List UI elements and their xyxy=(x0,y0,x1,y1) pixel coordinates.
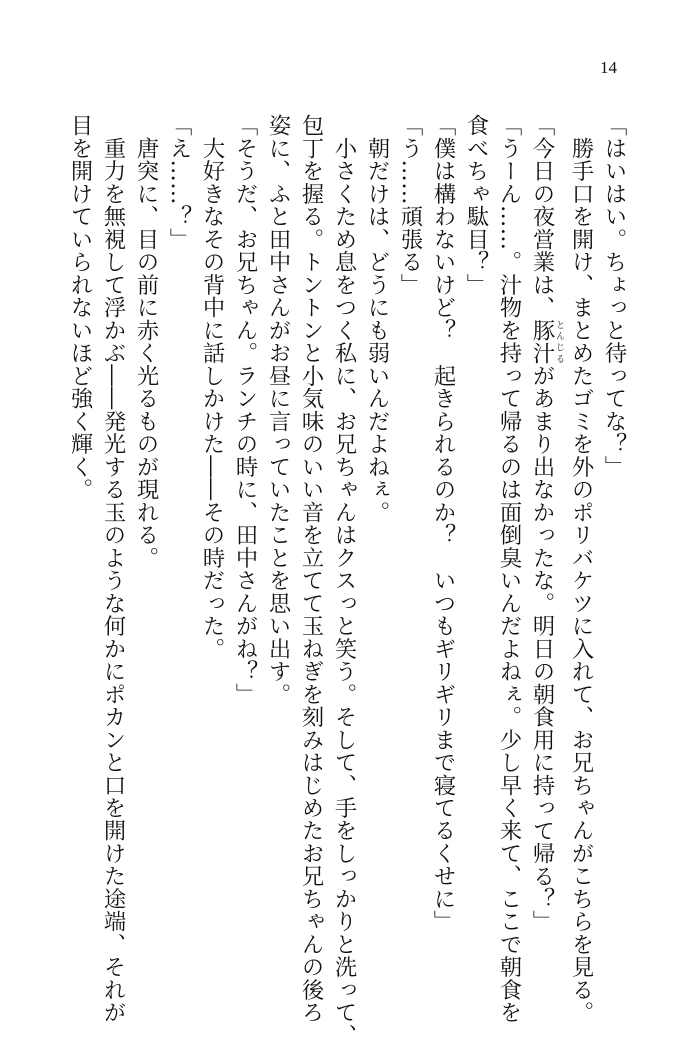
text-line: 「え……？」 xyxy=(166,114,192,251)
text-line: 「う……頑張る」 xyxy=(397,114,423,296)
ruby-base: 豚汁 xyxy=(529,318,555,365)
text-line: 包丁を握る。トントンと小気味のいい音を立てて玉ねぎを刻みはじめたお兄ちゃんの後ろ xyxy=(298,114,324,1024)
ruby-reading: とんじる xyxy=(554,318,564,365)
text-line: 大好きなその背中に話しかけた――その時だった。 xyxy=(199,114,225,660)
text-line-with-ruby xyxy=(525,114,564,964)
text-line: 「そうだ、お兄ちゃん。ランチの時に、田中さんがね？」 xyxy=(232,114,258,706)
text-segment: 「今日の夜営業は、 xyxy=(529,114,555,319)
text-line: 重力を無視して浮かぶ――発光する玉のような何かにポカンと口を開けた途端、それが xyxy=(100,114,126,1024)
text-line: 唐突に、目の前に赤く光るものが現れる。 xyxy=(133,114,159,569)
text-line: 姿に、ふと田中さんがお昼に言っていたことを思い出す。 xyxy=(265,114,291,706)
text-segment: があまり出なかったな。明日の朝食用に持って帰る？」 xyxy=(529,364,555,933)
text-line: 「はいはい。ちょっと待ってな？」 xyxy=(601,114,627,478)
text-line: 目を開けていられないほど強く輝く。 xyxy=(67,114,93,501)
text-line: 食べちゃ駄目？」 xyxy=(463,114,489,296)
text-line: 「僕は構わないけど？ 起きられるのか？ いつもギリギリまで寝てるくせに」 xyxy=(430,114,456,933)
text-line: 勝手口を開け、まとめたゴミを外のポリバケツに入れて、お兄ちゃんがこちらを見る。 xyxy=(568,114,594,1024)
novel-body-text xyxy=(63,114,630,1047)
ruby-annotation xyxy=(529,318,564,365)
text-line: 朝だけは、どうにも弱いんだよねぇ。 xyxy=(364,114,390,524)
text-line: 小さくため息をつく私に、お兄ちゃんはクスっと笑う。そして、手をしっかりと洗って、 xyxy=(331,114,357,1047)
page-number: 14 xyxy=(600,58,617,77)
text-line: 「うーん……。汁物を持って帰るのは面倒臭いんだよねぇ。少し早く来て、ここで朝食を xyxy=(496,114,522,1024)
